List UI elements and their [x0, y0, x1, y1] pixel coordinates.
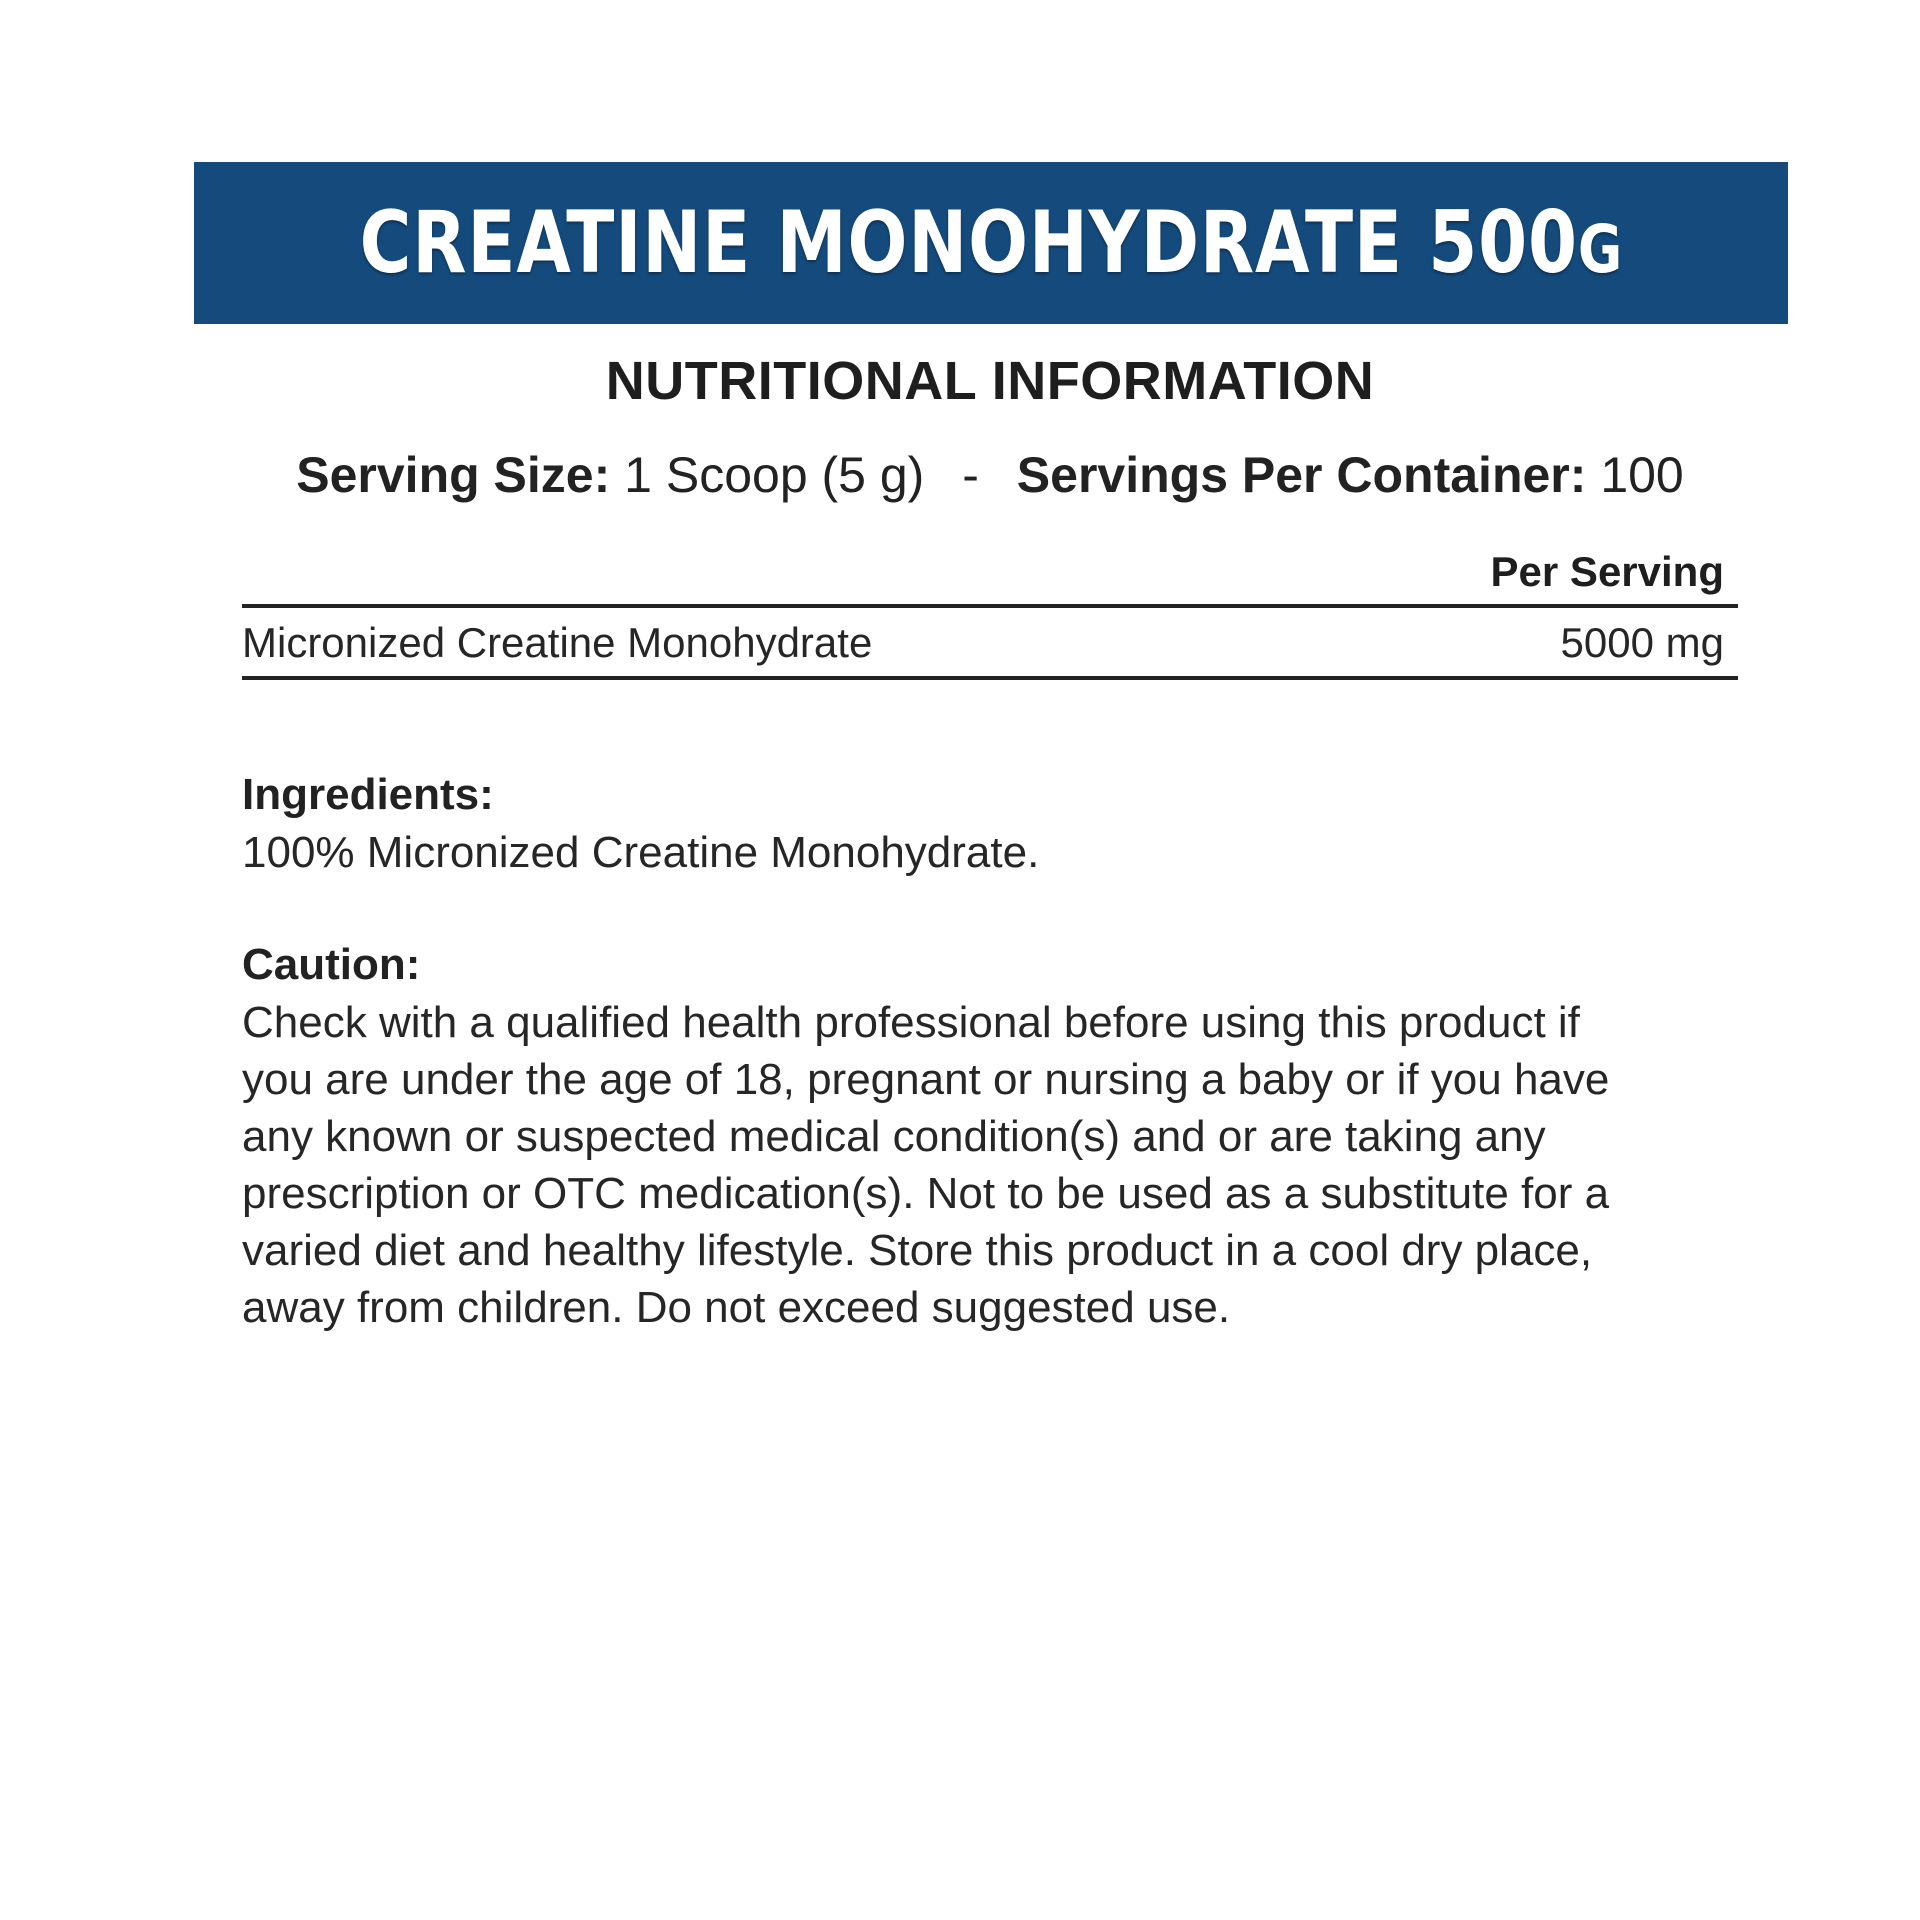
ingredient-amount: 5000 mg	[1560, 619, 1724, 666]
product-title-banner	[194, 162, 1788, 324]
caution-line: you are under the age of 18, pregnant or nursing a baby or if you have	[242, 1055, 1610, 1104]
nutrition-table-header	[242, 548, 1738, 604]
serving-separator: -	[962, 447, 979, 503]
nutritional-information-heading: NUTRITIONAL INFORMATION	[605, 351, 1375, 411]
caution-line: prescription or OTC medication(s). Not to be used as a substitute for a	[242, 1169, 1610, 1218]
ingredients-text: 100% Micronized Creatine Monohydrate.	[242, 828, 1040, 877]
caution-line: Check with a qualified health professional before using this product if	[242, 998, 1580, 1047]
caution-title: Caution:	[242, 940, 421, 989]
ingredient-name: Micronized Creatine Monohydrate	[242, 619, 873, 666]
product-title-text: CREATINE MONOHYDRATE 500	[359, 193, 1578, 293]
nutrition-table	[242, 548, 1738, 680]
ingredients-title: Ingredients:	[242, 770, 494, 819]
caution-line: any known or suspected medical condition(s) and or are taking any	[242, 1112, 1546, 1161]
servings-per-container-value: 100	[1600, 447, 1684, 503]
serving-size-label: Serving Size:	[296, 447, 611, 503]
caution-text	[242, 994, 1762, 1336]
per-serving-column-header: Per Serving	[1490, 548, 1724, 595]
serving-size-value: 1 Scoop (5 g)	[624, 447, 925, 503]
caution-line: away from children. Do not exceed suggested use.	[242, 1283, 1231, 1332]
serving-info-line	[0, 446, 1920, 504]
table-row	[242, 608, 1738, 676]
caution-line: varied diet and healthy lifestyle. Store this product in a cool dry place,	[242, 1226, 1593, 1275]
table-bottom-rule	[242, 676, 1738, 680]
servings-per-container-label: Servings Per Container:	[1016, 447, 1587, 503]
product-title-unit: G	[1577, 211, 1623, 288]
product-title	[359, 193, 1623, 293]
